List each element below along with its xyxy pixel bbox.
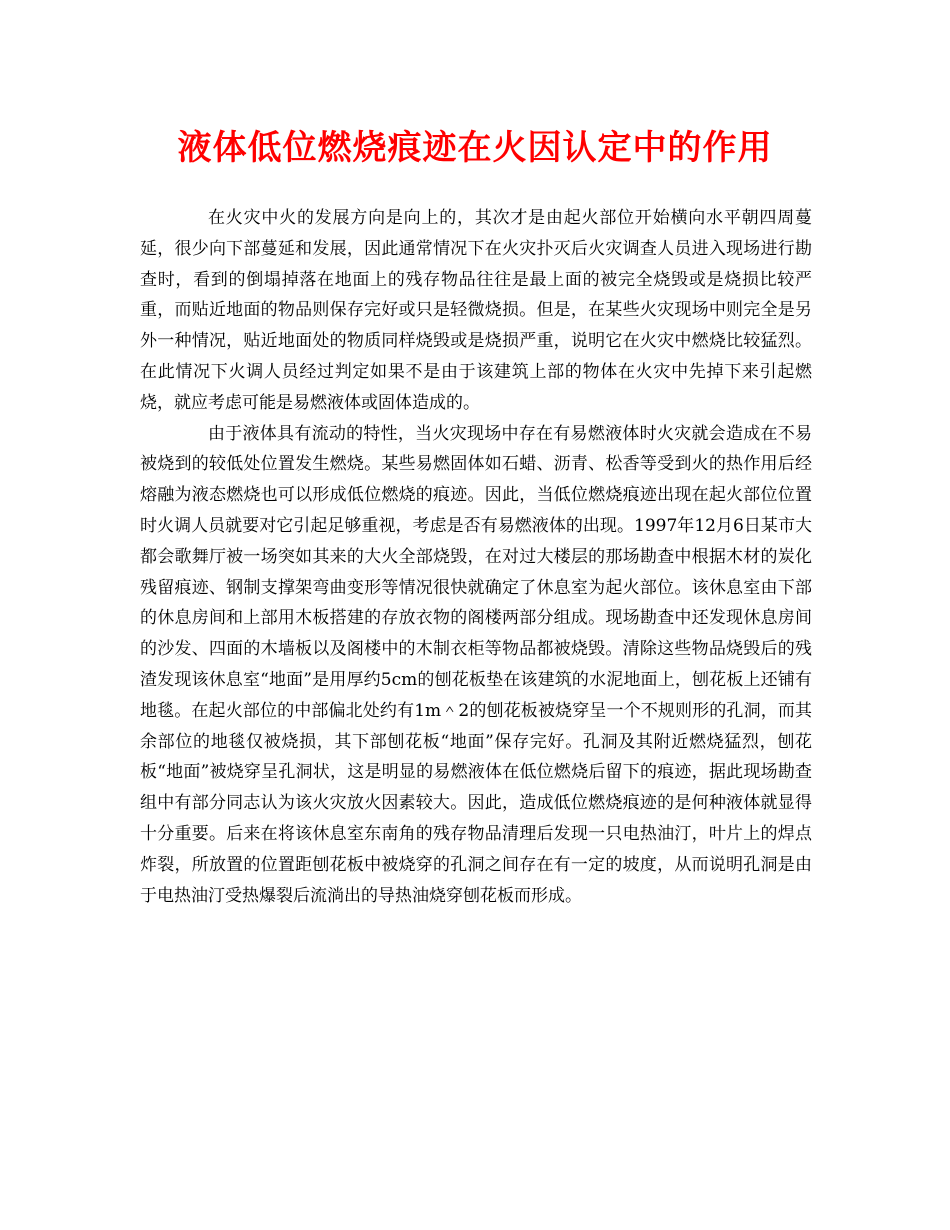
paragraph-intro: 在火灾中火的发展方向是向上的，其次才是由起火部位开始横向水平朝四周蔓延，很少向下部蔓延和发展，因此通常情况下在火灾扑灭后火灾调查人员进入现场进行勘查时，看到的倒塌掉落在地面上的残存物品往往是最上面的被完全烧毁或是烧损比较严重，而贴近地面的物品则保存完好或只是轻微烧损。但是，在某些火灾现场中则完全是另外一种情况，贴近地面处的物质同样烧毁或是烧损严重，说明它在火灾中燃烧比较猛烈。在此情况下火调人员经过判定如果不是由于该建筑上部的物体在火灾中先掉下来引起燃烧，就应考虑可能是易燃液体或固体造成的。 [140, 208, 812, 413]
paragraph-case-study: 由于液体具有流动的特性，当火灾现场中存在有易燃液体时火灾就会造成在不易被烧到的较低处位置发生燃烧。某些易燃固体如石蜡、沥青、松香等受到火的热作用后经熔融为液态燃烧也可以形成低位燃烧的痕迹。因此，当低位燃烧痕迹出现在起火部位位置时火调人员就要对它引起足够重视，考虑是否有易燃液体的出现。1997年12月6日某市大都会歌舞厅被一场突如其来的大火全部烧毁，在对过大楼层的那场勘查中根据木材的炭化残留痕迹、钢制支撑架弯曲变形等情况很快就确定了休息室为起火部位。该休息室由下部的休息房间和上部用木板搭建的存放衣物的阁楼两部分组成。现场勘查中还发现休息房间的沙发、四面的木墙板以及阁楼中的木制衣柜等物品都被烧毁。清除这些物品烧毁后的残渣发现该休息室“地面”是用厚约5cm的刨花板垫在该建筑的水泥地面上，刨花板上还铺有地毯。在起火部位的中部偏北处约有1m＾2的刨花板被烧穿呈一个不规则形的孔洞，而其余部位的地毯仅被烧损，其下部刨花板“地面”保存完好。孔洞及其附近燃烧猛烈，刨花板“地面”被烧穿呈孔洞状，这是明显的易燃液体在低位燃烧后留下的痕迹，据此现场勘查组中有部分同志认为该火灾放火因素较大。因此，造成低位燃烧痕迹的是何种液体就显得十分重要。后来在将该休息室东南角的残存物品清理后发现一只电热油汀，叶片上的焊点炸裂，所放置的位置距刨花板中被烧穿的孔洞之间存在有一定的坡度，从而说明孔洞是由于电热油汀受热爆裂后流淌出的导热油烧穿刨花板而形成。 [140, 423, 812, 906]
document-title: 液体低位燃烧痕迹在火因认定中的作用 [177, 128, 773, 168]
document-body [140, 203, 812, 911]
